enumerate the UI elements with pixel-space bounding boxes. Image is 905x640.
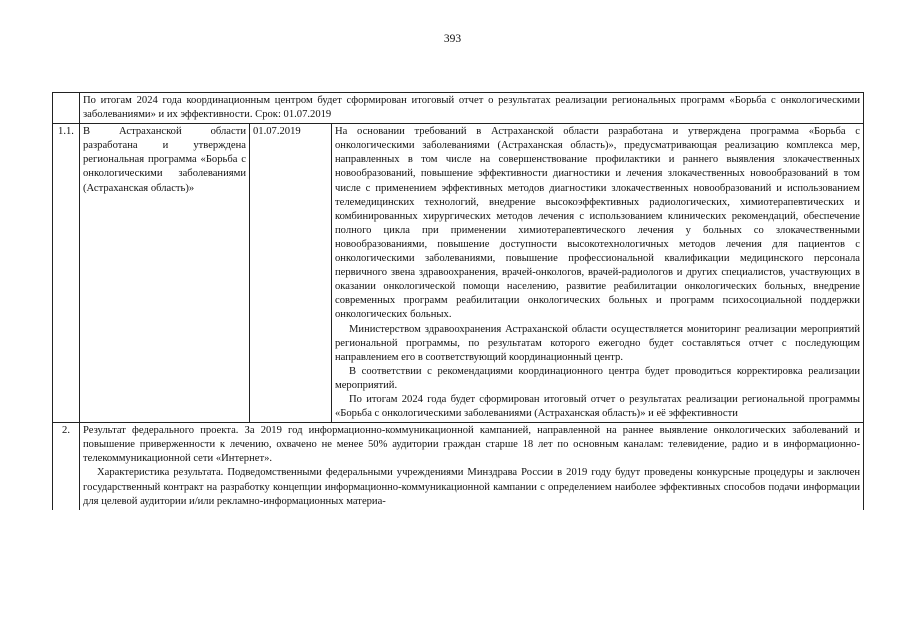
table-row-summary bbox=[53, 93, 863, 124]
summary-cell bbox=[80, 93, 863, 123]
description-paragraph: Министерством здравоохранения Астраханской области осуществляется мониторинг реализации мероприятий региональной программы, по результатам которого ежегодно будет составляться отчет с последующим направлением его в соответствующий координационный центр. bbox=[335, 323, 860, 363]
row-number: 2. bbox=[53, 423, 80, 510]
row-number: 1.1. bbox=[53, 124, 80, 422]
result-characteristic: Характеристика результата. Подведомственными федеральными учреждениями Минздрава России в 2019 году будут проведены конкурсные процедуры и заключен государственный контракт на разработку концепции информационно-коммуникационной кампании с определением наиболее эффективных способов подачи информации для целевой аудитории и/или рекламно-информационных материа- bbox=[83, 467, 860, 507]
measure-description bbox=[332, 124, 863, 422]
page-number: 393 bbox=[443, 33, 462, 45]
deadline-date: 01.07.2019 bbox=[250, 124, 332, 422]
result-paragraph: Результат федерального проекта. За 2019 год информационно-коммуникационной кампанией, направленной на раннее выявление онкологических заболеваний и повышение приверженности к лечению, охвачено не менее 50% аудитории граждан старше 18 лет по основным каналам: телевидение, радио и в информационно-телекоммуникационной сети «Интернет». bbox=[83, 425, 860, 465]
table-row-1-1 bbox=[53, 124, 863, 423]
description-paragraph: По итогам 2024 года будет сформирован итоговый отчет о результатах реализации региональной программы «Борьба с онкологическими заболеваниями (Астраханская область)» и её эффективности bbox=[335, 393, 860, 420]
description-paragraph: На основании требований в Астраханской области разработана и утверждена программа «Борьба с онкологическими заболеваниями (Астраханская область)», предусматривающая реализацию комплекса мер, направленных в том числе на совершенствование профилактики и раннего выявления злокачественных новообразований, повышение эффективности диагностики и лечения злокачественных новообразований в том числе с применением эффективных методов диагностики злокачественных новообразований и использованием телемедицинских технологий, внедрение высокоэффективных радиологических, химиотерапевтических и комбинированных хирургических методов лечения с использованием клинических рекомендаций, обеспечение полного цикла при применении химиотерапевтического лечения у больных со злокачественными новообразованиями, повышение доступности высокотехнологичных методов лечения для пациентов с онкологическими заболеваниями, повышение профессиональной квалификации медицинского персонала первичного звена здравоохранения, врачей-онкологов, врачей-радиологов и других специалистов, участвующих в оказании онкологической помощи населению, развитие реабилитации онкологических больных, внедрение современных программ реабилитации онкологических больных и программ психосоциальной поддержки онкологических больных. bbox=[335, 126, 860, 321]
description-paragraph: В соответствии с рекомендациями координационного центра будет проводиться корректировка реализации мероприятий. bbox=[335, 365, 860, 391]
table-row-2 bbox=[53, 423, 863, 510]
summary-text: По итогам 2024 года координационным центром будет сформирован итоговый отчет о результатах реализации региональных программ «Борьба с онкологическими заболеваниями» и их эффективности. Срок: 01.07.2019 bbox=[83, 95, 860, 121]
document-table bbox=[52, 92, 864, 510]
result-cell bbox=[80, 423, 863, 510]
measure-name: В Астраханской области разработана и утверждена региональная программа «Борьба с онкологическими заболеваниями (Астраханская область)» bbox=[80, 124, 250, 422]
row-number-cell bbox=[53, 93, 80, 123]
